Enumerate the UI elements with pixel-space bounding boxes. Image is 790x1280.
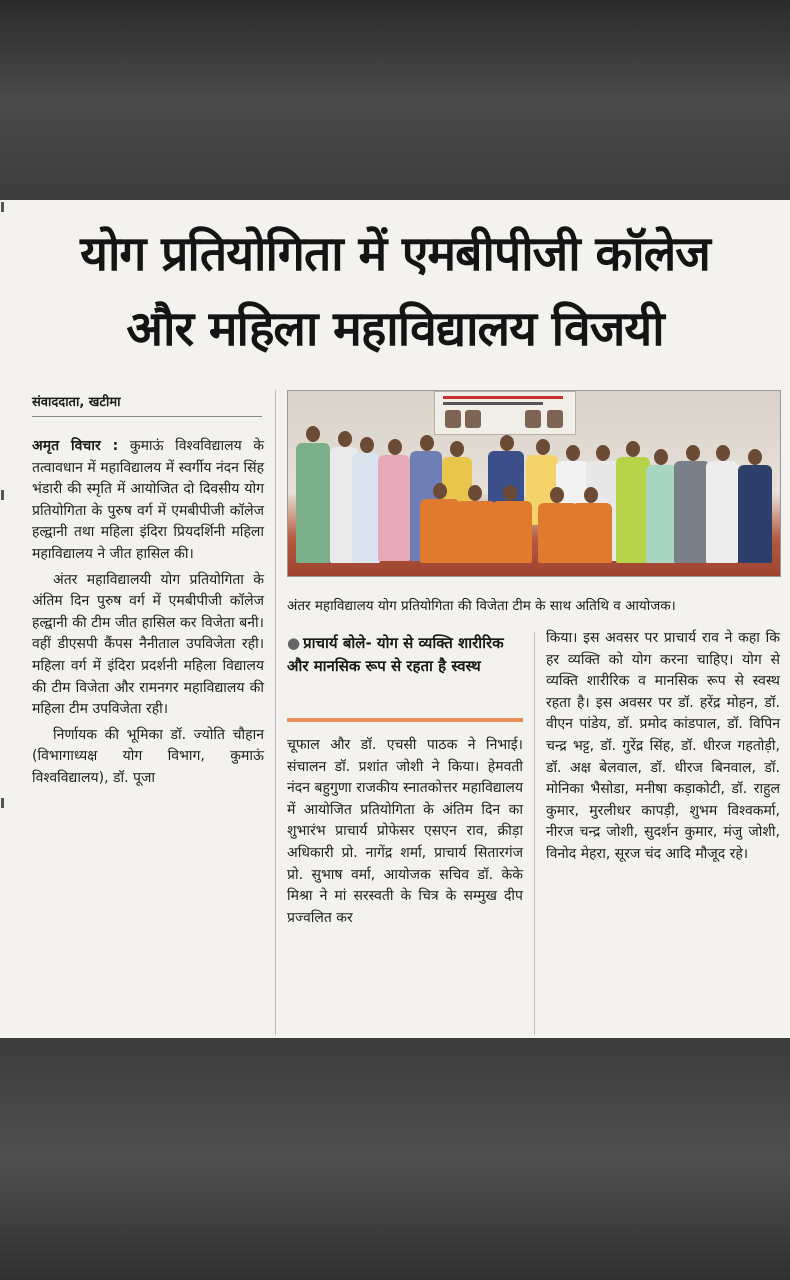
person <box>646 465 676 563</box>
article-column-2: चूफाल और डॉ. एचसी पाठक ने निभाई। संचालन डॉ. प्रशांत जोशी ने किया। हेमवती नंदन बहुगुणा राजकीय स्नातकोत्तर महाविद्यालय में आयोजित प्रतियोगिता के अंतिम दिन का शुभारंभ प्राचार्य प्रोफेसर एसएन राव, क्रीड़ा अधिकारी प्रो. नागेंद्र शर्मा, प्राचार्य सितारगंज प्रो. सुभाष वर्मा, आयोजक सचिव डॉ. केके मिश्रा ने मां सरस्वती के चित्र के सम्मुख दीप प्रज्वलित कर <box>287 737 523 926</box>
person-head <box>360 437 374 453</box>
person-head <box>450 441 464 457</box>
event-banner <box>434 391 576 435</box>
person-head <box>306 426 320 442</box>
headline-line-1: योग प्रतियोगिता में एमबीपीजी कॉलेज <box>80 226 710 282</box>
banner-portrait <box>465 410 481 428</box>
person-head <box>503 485 517 501</box>
person-head <box>596 445 610 461</box>
paragraph-2: अंतर महाविद्यालयी योग प्रतियोगिता के अंतिम दिन पुरुष वर्ग में एमबीपीजी कॉलेज हल्द्वानी की टीम जीत हासिल कर विजेता बनी। वहीं डीएसपी कैंपस नैनीताल उपविजेता रही। महिला वर्ग में इंदिरा प्रदर्शनी महिला विद्यालय की टीम विजेता और रामनगर महाविद्यालय की महिला टीम उपविजेता रही। <box>32 571 264 718</box>
column-divider <box>275 390 276 1035</box>
edge-mark <box>1 490 4 500</box>
person-head <box>550 487 564 503</box>
person <box>616 457 650 563</box>
background-top-band <box>0 0 790 200</box>
edge-mark <box>1 202 4 212</box>
newspaper-clipping <box>0 200 790 1038</box>
person-head <box>500 435 514 451</box>
lead-text: कुमाऊं विश्वविद्यालय के तत्वावधान में महाविद्यालय में स्वर्गीय नंदन सिंह भंडारी की स्मृति में आयोजित दो दिवसीय योग प्रतियोगिता के पुरुष वर्ग में एमबीपीजी कॉलेज हल्द्वानी तथा महिला इंदिरा प्रियदर्शिनी महिला महाविद्यालय ने जीत हासिल की। <box>32 438 265 562</box>
person-head <box>536 439 550 455</box>
person-head <box>626 441 640 457</box>
person <box>352 453 380 563</box>
callout-text: प्राचार्य बोले- योग से व्यक्ति शारीरिक और मानसिक रूप से रहता है स्वस्थ <box>287 634 504 675</box>
lead-paragraph <box>32 436 264 566</box>
person <box>296 443 330 563</box>
person-head <box>566 445 580 461</box>
person <box>456 501 496 563</box>
person-head <box>686 445 700 461</box>
person <box>492 501 532 563</box>
person <box>674 461 710 563</box>
callout-box <box>287 632 523 678</box>
edge-mark <box>1 798 4 808</box>
article-column-1 <box>32 436 264 794</box>
column-divider <box>534 632 535 1035</box>
callout-rule <box>287 718 523 722</box>
person-head <box>748 449 762 465</box>
person-head <box>420 435 434 451</box>
bullet-icon: ● <box>287 634 301 652</box>
person-head <box>654 449 668 465</box>
lead-label: अमृत विचार : <box>32 438 119 454</box>
banner-portrait <box>525 410 541 428</box>
person <box>572 503 612 563</box>
banner-text-line <box>443 396 563 399</box>
person-head <box>584 487 598 503</box>
person-head <box>468 485 482 501</box>
winners-group-photo <box>287 390 781 577</box>
person-head <box>433 483 447 499</box>
banner-text-line <box>443 402 543 405</box>
banner-portrait <box>547 410 563 428</box>
person-head <box>338 431 352 447</box>
banner-portrait <box>445 410 461 428</box>
byline: संवाददाता, खटीमा <box>32 392 262 417</box>
person <box>706 461 738 563</box>
paragraph-3: निर्णायक की भूमिका डॉ. ज्योति चौहान (विभागाध्यक्ष योग विभाग, कुमाऊं विश्वविद्यालय), डॉ. पूजा <box>32 726 264 786</box>
person <box>738 465 772 563</box>
person-head <box>388 439 402 455</box>
background-bottom-band <box>0 1038 790 1280</box>
person-head <box>716 445 730 461</box>
photo-caption: अंतर महाविद्यालय योग प्रतियोगिता की विजेता टीम के साथ अतिथि व आयोजक। <box>287 598 676 614</box>
headline-line-2: और महिला महाविद्यालय विजयी <box>126 301 664 357</box>
person <box>420 499 460 563</box>
article-column-3: किया। इस अवसर पर प्राचार्य राव ने कहा कि हर व्यक्ति को योग करना चाहिए। योग से व्यक्ति शारीरिक व मानसिक रूप से स्वस्थ रहता है। इस अवसर पर डॉ. हरेंद्र मोहन, डॉ. वीएन पांडेय, डॉ. प्रमोद कांडपाल, डॉ. विपिन चन्द्र भट्ट, डॉ. गुरेंद्र सिंह, डॉ. धीरज गहतोड़ी, डॉ. अक्ष बेलवाल, डॉ. धीरज बिनवाल, डॉ. मोनिका भैसोडा, मनीषा कड़ाकोटी, डॉ. राहुल कुमार, मुरलीधर कापड़ी, शुभम विश्वकर्मा, नीरज चन्द्र जोशी, सुदर्शन कुमार, मंजु जोशी, विनोद मेहरा, सूरज चंद आदि मौजूद रहे। <box>546 630 780 862</box>
person <box>378 455 410 561</box>
